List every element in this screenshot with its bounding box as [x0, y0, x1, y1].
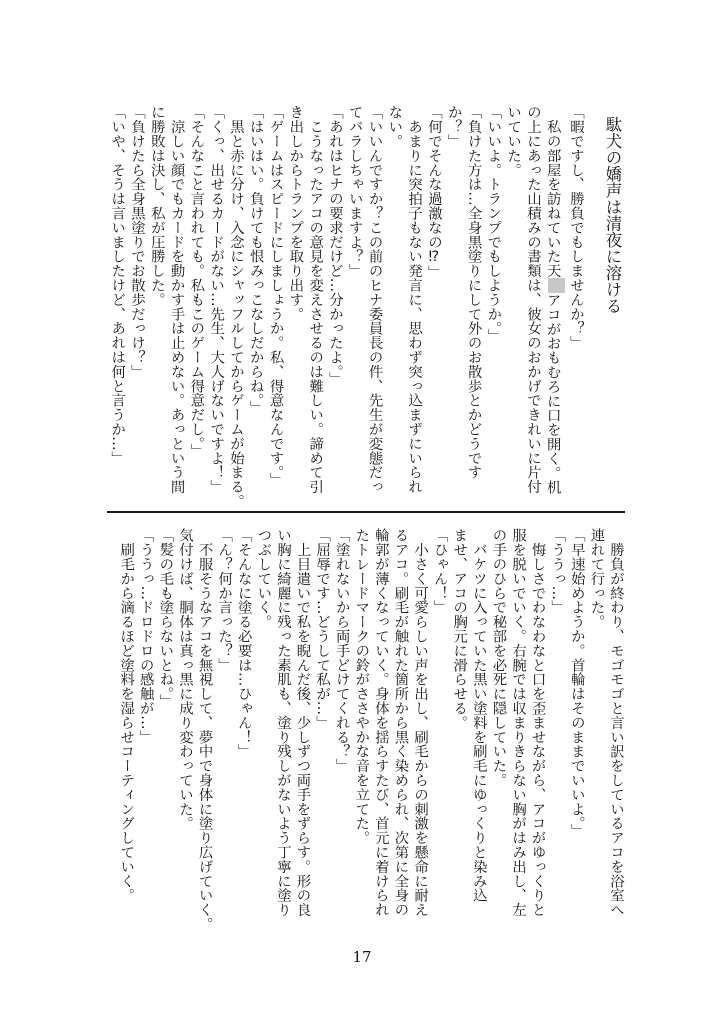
text-column: い胸に綺麗に残った素肌も、塗り残しがないよう丁寧に塗り [274, 528, 291, 917]
text-segment: 私の部屋を訪ねていた天 [544, 105, 561, 278]
text-column: 気付けば、胴体は真っ黒に成り変わっていた。 [176, 528, 193, 831]
text-column: 「あれはヒナの要求だけど…分かったよ。」 [326, 105, 343, 386]
bottom-tier-text [116, 528, 625, 932]
text-column: たトレードマークの鈴がささやかな音を立てた。 [353, 528, 370, 845]
text-column: 悔しさでわなわなと口を歪ませながら、アコがゆっくりと [529, 528, 546, 917]
text-column: 「早速始めようか。首輪はそのままでいいよ。」 [568, 528, 585, 838]
text-segment: アコがおもむろに口を開く。机 [544, 292, 561, 495]
text-column: 「ひゃん！」 [431, 528, 448, 615]
text-column: 「髪の毛も塗らないとね。」 [157, 528, 174, 708]
text-column: 「そんなに塗る必要は…ひゃん！」 [235, 528, 252, 759]
text-column: 「ん？何か言った？」 [216, 528, 233, 672]
text-column: ませ、アコの胸元に滑らせる。 [451, 528, 468, 730]
text-column: 「ううっ…ドロドロの感触が…」 [137, 528, 154, 744]
text-column: いていた。 [505, 105, 522, 177]
text-column: の上にあった山積みの書類は、彼女のおかげできれいに片付 [524, 105, 541, 494]
text-column: 「屈辱です…どうして私が…」 [314, 528, 331, 730]
text-column: てバラしちゃいますよ？」 [346, 105, 363, 278]
text-column: 「負けた方は…全身黒塗りにして外のお散歩とかどうです [465, 105, 482, 480]
text-column: 輪郭が薄くなっていく。身体を揺らすたび、首元に着けられ [372, 528, 389, 917]
text-column: 「ゲームはスピードにしましょうか。私、得意なんです。」 [267, 105, 284, 487]
text-column: ない。 [386, 105, 403, 149]
text-column: 「いいよ。トランプでもしようか。」 [485, 105, 502, 343]
chapter-title: 駄犬の嬌声は清夜に溶ける [603, 116, 622, 314]
text-column: つぶしていく。 [255, 528, 272, 629]
text-column: 「負けたら全身黒塗りでお散歩だっけ？」 [128, 105, 145, 379]
text-column: 小さく可愛らしい声を出し、刷毛からの刺激を懸命に耐え [412, 528, 429, 917]
text-column: こうなったアコの意見を変えさせるのは難しい。諦めて引 [307, 105, 324, 494]
text-column: 「はいはい。負けても恨みっこなしだからね。」 [247, 105, 264, 415]
text-column: 「何でそんな過激なの⁉」 [425, 105, 442, 280]
text-column: 「ううっ…」 [549, 528, 566, 615]
top-tier-text [106, 105, 585, 509]
text-column: 上目遣いで私を睨んだ後、少しずつ両手をずらす。形の良 [294, 528, 311, 917]
text-column: 刷毛から滴るほど塗料を湿らせコーティングしていく。 [118, 528, 135, 903]
text-column: あまりに突拍子もない発言に、思わず突っ込まずにいられ [406, 105, 423, 494]
redacted-glyph-box [548, 278, 565, 293]
text-column: 「塗れないから両手どけてくれる？」 [333, 528, 350, 773]
text-column: 「くっ、出せるカードがない…先生、大人げないですよ！」 [208, 105, 225, 494]
text-column: バケツに入っていた黒い塗料を刷毛にゆっくりと染み込 [470, 528, 487, 903]
text-column: 「いや、そうは言いましたけど、あれは何と言うか…」 [109, 105, 126, 465]
text-column: 連れて行った。 [588, 528, 605, 629]
text-column: 黒と赤に分け、入念にシャッフルしてからゲームが始まる。 [227, 105, 244, 509]
tier-divider-line [107, 511, 625, 513]
text-column: 服を脱いでいく。右腕では収まりきらない胸がはみ出し、左 [510, 528, 527, 917]
text-column: 勝負が終わり、モゴモゴと言い訳をしているアコを浴室へ [608, 528, 624, 917]
text-column: るアコ。刷毛が触れた箇所から黒く染められ、次第に全身の [392, 528, 409, 917]
text-column: に勝敗は決し、私が圧勝した。 [148, 105, 165, 307]
text-column [542, 105, 565, 505]
text-column: 「いいんですか？この前のヒナ委員長の件、先生が変態だっ [366, 105, 383, 494]
text-column: 不服そうなアコを無視して、夢中で身体に塗り広げていく。 [196, 528, 213, 932]
text-column: か？」 [445, 105, 462, 149]
page-number: 17 [352, 948, 372, 966]
text-column: 涼しい顔でもカードを動かす手は止めない。あっという間 [168, 105, 185, 494]
text-column: き出しからトランプを取り出す。 [287, 105, 304, 321]
text-column: の手のひらで秘部を必死に隠していた。 [490, 528, 507, 788]
text-column: 「暇ですし、勝負でもしませんか？」 [568, 105, 584, 350]
text-column: 「そんなこと言われても。私もこのゲーム得意だし。」 [188, 105, 205, 458]
